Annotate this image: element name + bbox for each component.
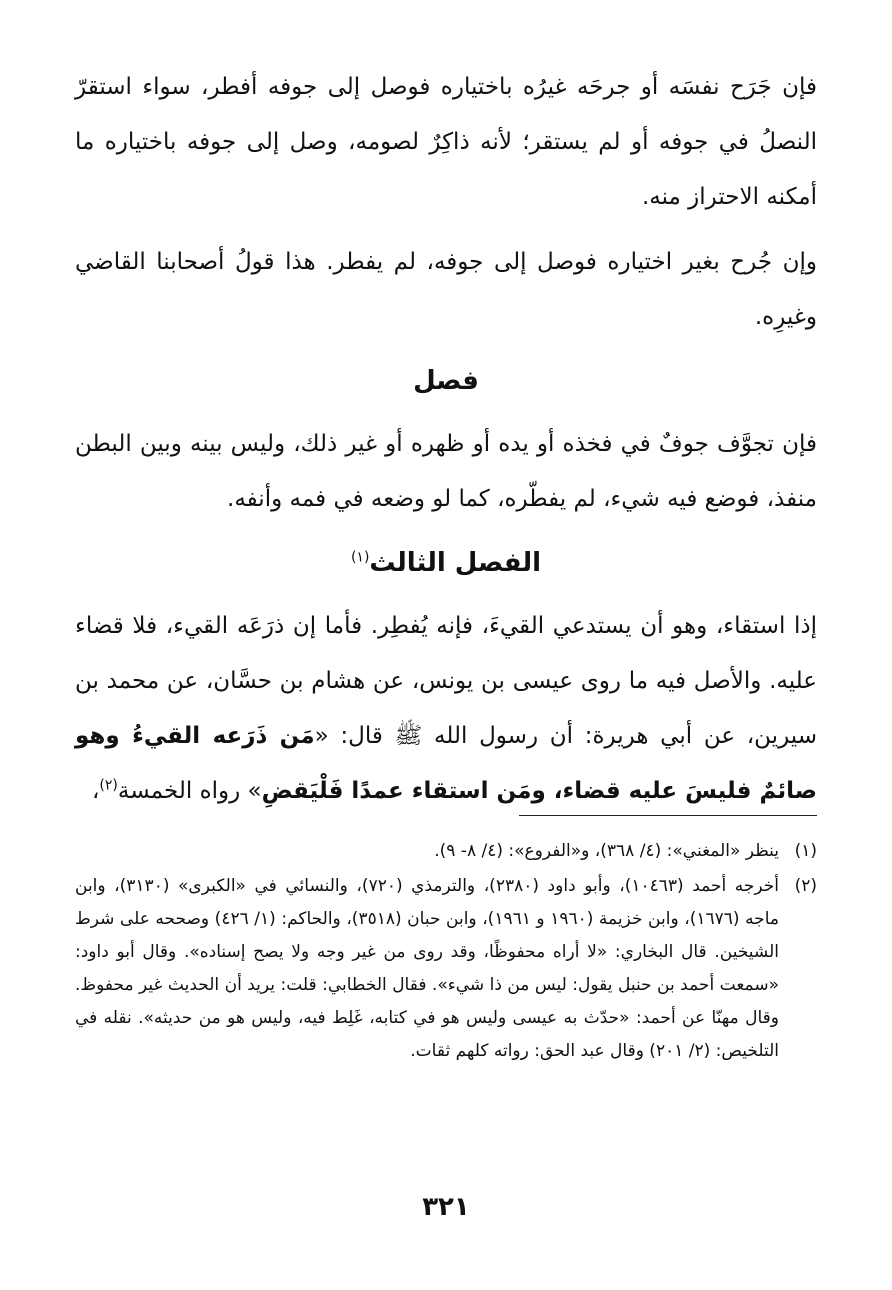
paragraph-cavity: فإن تجوَّف جوفٌ في فخذه أو يده أو ظهره أو غير ذلك، وليس بينه وبين البطن منفذ، فوضع فيه شيء، لم يفطّره، كما لو وضعه في فمه وأنفه. — [75, 431, 817, 512]
footnote-text: أخرجه أحمد (١٠٤٦٣)، وأبو داود (٢٣٨٠)، والترمذي (٧٢٠)، والنسائي في «الكبرى» (٣١٣٠)، وابن ماجه (١٦٧٦)، وابن خزيمة (١٩٦٠ و ١٩٦١)، وابن حبان (٣٥١٨)، والحاكم: (١/ ٤٢٦) وصححه على شرط الشيخين. قال البخاري: «لا أراه محفوظًا، وقد روى من غير وجه ولا يصح إسناده». وقال أبو داود: «سمعت أحمد بن حنبل يقول: ليس من ذا شيء». فقال الخطابي: قلت: يريد أن الحديث غير محفوظ. وقال مهنّا عن أحمد: «حدّث به عيسى وليس هو في كتابه، غَلِط فيه، وليس هو من حديثه». نقله في التلخيص: (٢/ ٢٠١) وقال عبد الحق: رواته كلهم ثقات. — [75, 876, 779, 1061]
paragraph-wounding-voluntary: فإن جَرَح نفسَه أو جرحَه غيرُه باختياره فوصل إلى جوفه أفطر، سواء استقرّ النصلُ في جوفه أو لم يستقر؛ لأنه ذاكِرٌ لصومه، وصل إلى جوفه باختياره ما أمكنه الاحتراز منه. — [75, 74, 817, 210]
footnote-number: (٢) — [794, 876, 817, 896]
footnote-marker-1: (١) — [350, 549, 370, 566]
page-number: ٣٢١ — [422, 1192, 470, 1222]
section-heading-fasl: فصل — [413, 366, 479, 396]
heading-title: الفصل الثالث — [369, 548, 542, 578]
footnote-1 — [75, 835, 817, 868]
paragraph-wounding-involuntary: وإن جُرح بغير اختياره فوصل إلى جوفه، لم يفطر. هذا قولُ أصحابنا القاضي وغيرِه. — [75, 249, 817, 330]
section-heading-third-chapter — [75, 533, 817, 593]
paragraph-vomiting — [75, 599, 817, 819]
footnote-text: ينظر «المغني»: (٤/ ٣٦٨)، و«الفروع»: (٤/ ٨- ٩). — [434, 841, 779, 861]
footnote-number: (١) — [794, 841, 817, 861]
footnotes — [75, 835, 817, 1070]
footnote-marker-2: (٢) — [99, 777, 118, 794]
paragraph-vomiting-tail: » رواه الخمسة — [117, 778, 262, 804]
page-body — [75, 60, 817, 819]
paragraph-vomiting-text: إذا استقاء، وهو أن يستدعي القيءَ، فإنه يُفطِر. فأما إن ذرَعَه القيء، فلا قضاء عليه. والأصل فيه ما روى عيسى بن يونس، عن هشام بن حسَّان، عن محمد بن سيرين، عن أبي هريرة: أن رسول الله ﷺ قال: « — [75, 613, 817, 749]
paragraph-vomiting-end: ، — [91, 778, 100, 804]
footnote-2 — [75, 870, 817, 1068]
footnote-separator — [519, 815, 817, 816]
hadith-quote: مَن ذَرَعه القيءُ وهو صائمٌ فليسَ عليه قضاء، ومَن استقاء عمدًا فَلْيَقضِ — [75, 723, 817, 804]
